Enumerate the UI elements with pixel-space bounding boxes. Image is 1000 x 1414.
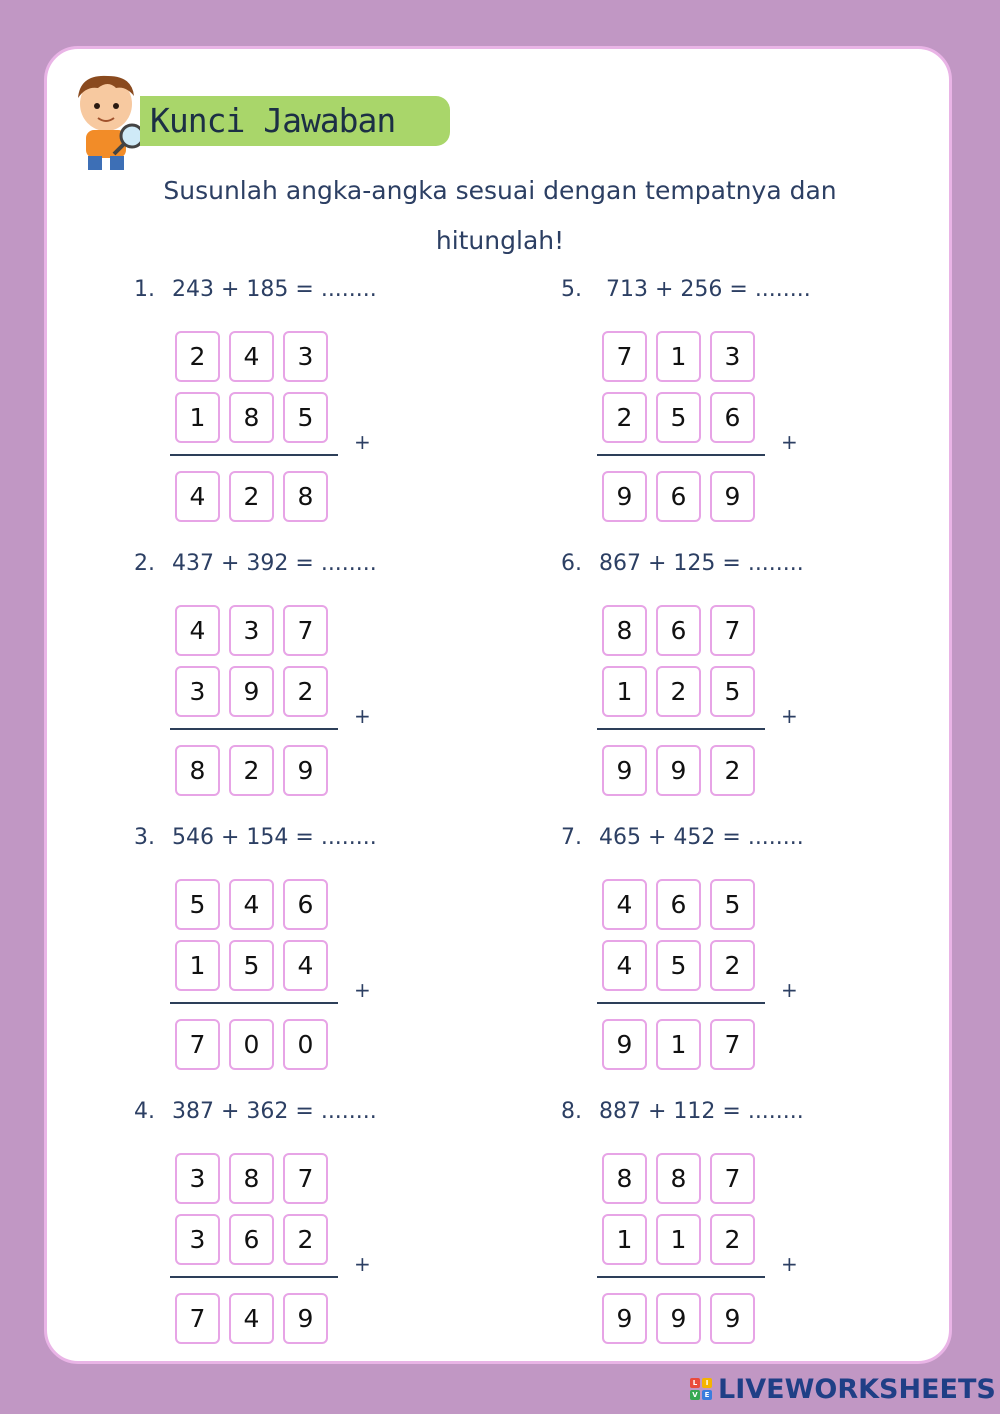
addend-digit-box: 8 <box>229 392 274 443</box>
addend-digit-box: 3 <box>175 1153 220 1204</box>
problem-number: 1. <box>134 277 155 302</box>
addend-digit-box: 3 <box>229 605 274 656</box>
addend-digit-box: 7 <box>602 331 647 382</box>
answer-digit-box[interactable]: 9 <box>602 1019 647 1070</box>
addend-digit-box: 6 <box>656 605 701 656</box>
answer-digit-box[interactable]: 1 <box>656 1019 701 1070</box>
problem-label <box>561 549 804 579</box>
answer-digit-box[interactable]: 9 <box>283 1293 328 1344</box>
answer-digit-box[interactable]: 9 <box>602 745 647 796</box>
sum-line <box>597 1276 765 1278</box>
brand-mark-letter: E <box>702 1390 712 1400</box>
problem-number: 3. <box>134 825 155 850</box>
addend-digit-box: 8 <box>229 1153 274 1204</box>
addend-digit-box: 2 <box>710 1214 755 1265</box>
sum-line <box>170 1002 338 1004</box>
addend-digit-box: 2 <box>656 666 701 717</box>
addend-digit-box: 1 <box>602 666 647 717</box>
liveworksheets-mark-icon <box>690 1378 712 1400</box>
addend-digit-box: 8 <box>602 605 647 656</box>
sum-line <box>170 728 338 730</box>
plus-sign: + <box>354 1252 371 1276</box>
addend-digit-box: 3 <box>283 331 328 382</box>
problem-label <box>134 823 377 853</box>
sum-line <box>597 1002 765 1004</box>
answer-digit-box[interactable]: 2 <box>229 745 274 796</box>
problem-equation: 465 + 452 = ........ <box>599 825 804 850</box>
problem-label <box>561 1097 804 1127</box>
addend-digit-box: 4 <box>175 605 220 656</box>
problem-label <box>134 549 377 579</box>
answer-digit-box[interactable]: 7 <box>175 1019 220 1070</box>
plus-sign: + <box>354 430 371 454</box>
plus-sign: + <box>354 978 371 1002</box>
answer-digit-box[interactable]: 0 <box>229 1019 274 1070</box>
plus-sign: + <box>354 704 371 728</box>
answer-digit-box[interactable]: 6 <box>656 471 701 522</box>
sum-line <box>597 454 765 456</box>
answer-digit-box[interactable]: 9 <box>283 745 328 796</box>
sum-line <box>170 1276 338 1278</box>
sum-line <box>597 728 765 730</box>
addend-digit-box: 4 <box>602 940 647 991</box>
addend-digit-box: 4 <box>283 940 328 991</box>
problem-equation: 546 + 154 = ........ <box>172 825 377 850</box>
addend-digit-box: 9 <box>229 666 274 717</box>
answer-digit-box[interactable]: 8 <box>283 471 328 522</box>
addend-digit-box: 6 <box>283 879 328 930</box>
addend-digit-box: 2 <box>710 940 755 991</box>
problem-equation: 713 + 256 = ........ <box>599 277 811 302</box>
answer-digit-box[interactable]: 9 <box>602 1293 647 1344</box>
plus-sign: + <box>781 1252 798 1276</box>
addend-digit-box: 6 <box>656 879 701 930</box>
problem-label <box>561 275 811 305</box>
addend-digit-box: 7 <box>283 1153 328 1204</box>
answer-digit-box[interactable]: 9 <box>710 1293 755 1344</box>
addend-digit-box: 6 <box>710 392 755 443</box>
problem-number: 5. <box>561 277 582 302</box>
answer-digit-box[interactable]: 4 <box>229 1293 274 1344</box>
addend-digit-box: 1 <box>656 1214 701 1265</box>
problem-label <box>134 1097 377 1127</box>
plus-sign: + <box>781 430 798 454</box>
addend-digit-box: 5 <box>710 879 755 930</box>
addend-digit-box: 2 <box>283 666 328 717</box>
answer-digit-box[interactable]: 2 <box>710 745 755 796</box>
addend-digit-box: 2 <box>175 331 220 382</box>
answer-digit-box[interactable]: 9 <box>656 745 701 796</box>
instruction-text <box>100 166 900 266</box>
sum-line <box>170 454 338 456</box>
problem-equation: 387 + 362 = ........ <box>172 1099 377 1124</box>
addend-digit-box: 1 <box>175 940 220 991</box>
problem-number: 2. <box>134 551 155 576</box>
instruction-line-1: Susunlah angka-angka sesuai dengan tempatnya dan <box>163 176 837 205</box>
addend-digit-box: 5 <box>283 392 328 443</box>
brand-mark-letter: L <box>690 1378 700 1388</box>
problem-number: 4. <box>134 1099 155 1124</box>
addend-digit-box: 4 <box>229 331 274 382</box>
answer-digit-box[interactable]: 4 <box>175 471 220 522</box>
addend-digit-box: 4 <box>229 879 274 930</box>
addend-digit-box: 5 <box>229 940 274 991</box>
addend-digit-box: 7 <box>710 605 755 656</box>
liveworksheets-logo <box>690 1374 996 1404</box>
answer-digit-box[interactable]: 7 <box>710 1019 755 1070</box>
addend-digit-box: 1 <box>602 1214 647 1265</box>
answer-digit-box[interactable]: 9 <box>710 471 755 522</box>
addend-digit-box: 7 <box>710 1153 755 1204</box>
brand-name: LIVEWORKSHEETS <box>718 1373 996 1405</box>
addend-digit-box: 5 <box>656 392 701 443</box>
problem-equation: 243 + 185 = ........ <box>172 277 377 302</box>
addend-digit-box: 3 <box>175 666 220 717</box>
addend-digit-box: 5 <box>656 940 701 991</box>
addend-digit-box: 3 <box>175 1214 220 1265</box>
problem-equation: 867 + 125 = ........ <box>599 551 804 576</box>
addend-digit-box: 5 <box>175 879 220 930</box>
plus-sign: + <box>781 704 798 728</box>
problem-label <box>561 823 804 853</box>
addend-digit-box: 6 <box>229 1214 274 1265</box>
brand-mark-letter: I <box>702 1378 712 1388</box>
problem-number: 8. <box>561 1099 582 1124</box>
answer-digit-box[interactable]: 2 <box>229 471 274 522</box>
answer-digit-box[interactable]: 0 <box>283 1019 328 1070</box>
addend-digit-box: 5 <box>710 666 755 717</box>
addend-digit-box: 8 <box>656 1153 701 1204</box>
addend-digit-box: 1 <box>656 331 701 382</box>
brand-mark-letter: V <box>690 1390 700 1400</box>
answer-digit-box[interactable]: 8 <box>175 745 220 796</box>
problem-equation: 887 + 112 = ........ <box>599 1099 804 1124</box>
problem-label <box>134 275 377 305</box>
addend-digit-box: 3 <box>710 331 755 382</box>
addend-digit-box: 1 <box>175 392 220 443</box>
addend-digit-box: 2 <box>602 392 647 443</box>
answer-digit-box[interactable]: 9 <box>602 471 647 522</box>
problem-number: 6. <box>561 551 582 576</box>
addend-digit-box: 7 <box>283 605 328 656</box>
problem-equation: 437 + 392 = ........ <box>172 551 377 576</box>
addend-digit-box: 4 <box>602 879 647 930</box>
answer-digit-box[interactable]: 7 <box>175 1293 220 1344</box>
problem-number: 7. <box>561 825 582 850</box>
plus-sign: + <box>781 978 798 1002</box>
addend-digit-box: 8 <box>602 1153 647 1204</box>
instruction-line-2: hitunglah! <box>435 226 565 255</box>
page-title: Kunci Jawaban <box>150 101 396 140</box>
answer-digit-box[interactable]: 9 <box>656 1293 701 1344</box>
addend-digit-box: 2 <box>283 1214 328 1265</box>
